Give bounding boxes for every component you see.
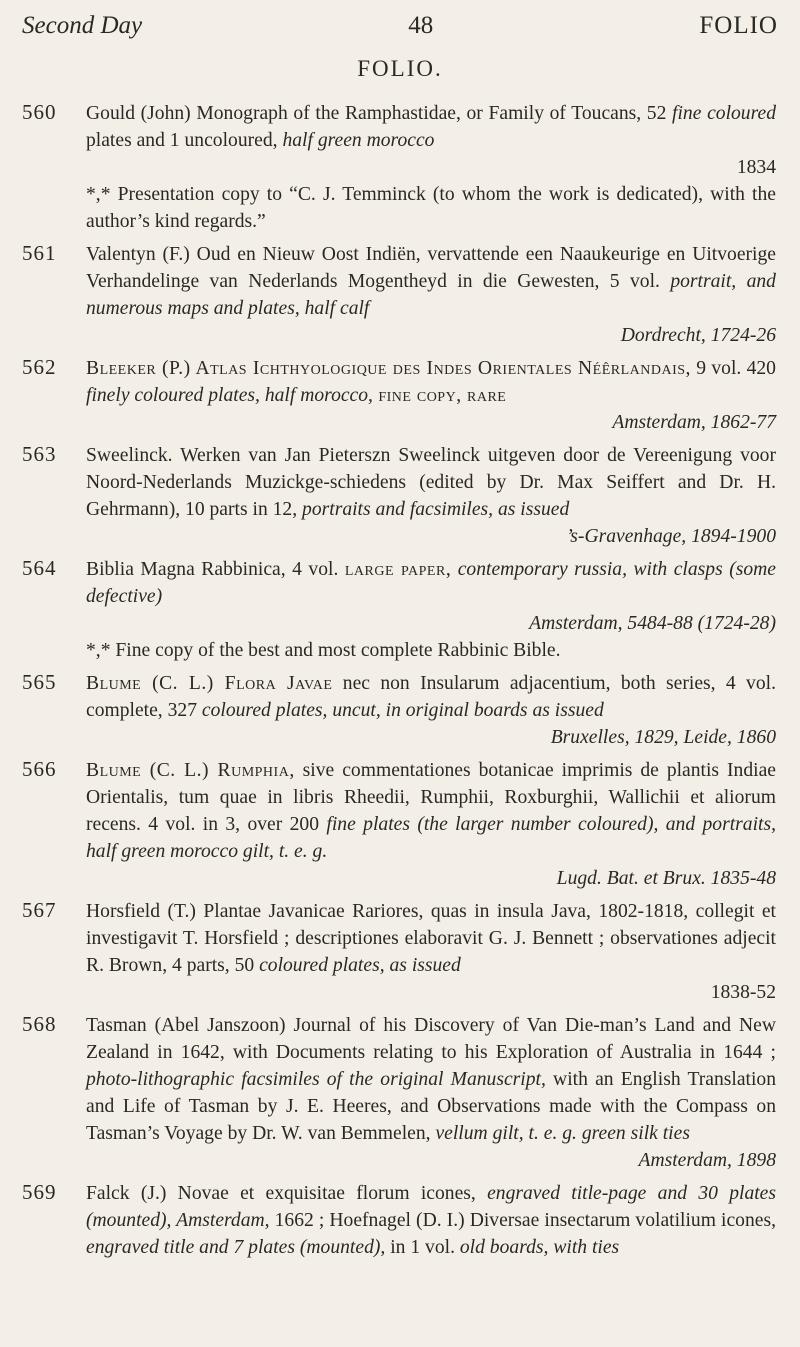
page-number: 48 (408, 12, 434, 39)
lot-imprint: Amsterdam, 5484-88 (1724-28) (529, 613, 776, 634)
lot-number: 566 (22, 757, 57, 781)
lot-description: Bleeker (P.) Atlas Ichthyologique des Indes Orientales Néêrlandais, 9 vol. 420 finely coloured plates, half morocco, fine copy, rare Amsterdam, 1862-77 (86, 355, 776, 436)
lot-description: Valentyn (F.) Oud en Nieuw Oost Indiën, vervattende een Naaukeurige en Uitvoerige Verhandelinge van Nederlands Mogentheyd in die Gewesten, 5 vol. portrait, and numerous maps and plates, half calf Dordrecht, 1724-26 (86, 241, 776, 349)
lot-imprint: 1838-52 (710, 982, 776, 1003)
lot-note: *,* Presentation copy to “C. J. Temminck (to whom the work is dedicated), with the author’s kind regards.” (86, 184, 776, 232)
lot-imprint: 1834 (736, 157, 776, 178)
lot-number: 563 (22, 442, 57, 466)
lot-description: Falck (J.) Novae et exquisitae florum icones, engraved title-page and 30 plates (mounted), Amsterdam, 1662 ; Hoefnagel (D. I.) Diversae insectarum volatilium icones, engraved title and 7 plates (mounted), in 1 vol. old boards, with ties (86, 1183, 777, 1258)
lot-entry (22, 1012, 776, 1174)
section-title: FOLIO. (357, 56, 443, 81)
lot-number: 567 (22, 898, 57, 922)
lot-list (22, 100, 776, 1267)
lot-number: 561 (22, 241, 57, 265)
lot-description: Gould (John) Monograph of the Ramphastidae, or Family of Toucans, 52 fine coloured plates and 1 uncoloured, half green morocco 1834 *,* Presentation copy to “C. J. Temminck (to whom the work is dedicated), with the author’s kind regards.” (86, 100, 776, 235)
lot-entry (22, 670, 776, 751)
header-day: Second Day (22, 12, 143, 39)
lot-description: Biblia Magna Rabbinica, 4 vol. large paper, contemporary russia, with clasps (some defective) Amsterdam, 5484-88 (1724-28) *,* Fine copy of the best and most complete Rabbinic Bible. (86, 556, 776, 664)
lot-imprint: Amsterdam, 1898 (638, 1150, 776, 1171)
lot-note: *,* Fine copy of the best and most complete Rabbinic Bible. (86, 640, 561, 661)
lot-description: Blume (C. L.) Flora Javae nec non Insularum adjacentium, both series, 4 vol. complete, 327 coloured plates, uncut, in original boards as issued Bruxelles, 1829, Leide, 1860 (86, 670, 776, 751)
lot-entry (22, 898, 776, 1006)
lot-number: 569 (22, 1180, 57, 1204)
lot-imprint: Dordrecht, 1724-26 (620, 325, 776, 346)
lot-entry (22, 241, 776, 349)
lot-entry (22, 442, 776, 550)
lot-imprint: Amsterdam, 1862-77 (612, 412, 776, 433)
lot-entry (22, 1180, 776, 1261)
lot-number: 568 (22, 1012, 57, 1036)
lot-entry (22, 556, 776, 664)
lot-description: Sweelinck. Werken van Jan Pieterszn Sweelinck uitgeven door de Vereenigung voor Noord-Nederlands Muzickge-schiedens (edited by Dr. Max Seiffert and Dr. H. Gehrmann), 10 parts in 12, portraits and facsimiles, as issued ’s-Gravenhage, 1894-1900 (86, 442, 776, 550)
lot-imprint: ’s-Gravenhage, 1894-1900 (566, 526, 776, 547)
lot-imprint: Bruxelles, 1829, Leide, 1860 (550, 727, 776, 748)
lot-imprint: Lugd. Bat. et Brux. 1835-48 (556, 868, 776, 889)
lot-description: Horsfield (T.) Plantae Javanicae Rariores, quas in insula Java, 1802-1818, collegit et investigavit T. Horsfield ; descriptiones elaboravit G. J. Bennett ; observationes adjecit R. Brown, 4 parts, 50 coloured plates, as issued 1838-52 (86, 898, 776, 1006)
lot-entry (22, 100, 776, 235)
header-section: FOLIO (699, 12, 778, 39)
lot-number: 562 (22, 355, 57, 379)
running-header (22, 12, 778, 40)
lot-number: 565 (22, 670, 57, 694)
lot-description: Tasman (Abel Janszoon) Journal of his Discovery of Van Die-man’s Land and New Zealand in 1642, with Documents relating to his Exploration of Australia in 1644 ; photo-lithographic facsimiles of the original Manuscript, with an English Translation and Life of Tasman by J. E. Heeres, and Observations made with the Compass on Tasman’s Voyage by Dr. W. van Bemmelen, vellum gilt, t. e. g. green silk ties Amsterdam, 1898 (86, 1012, 776, 1174)
lot-entry (22, 757, 776, 892)
lot-number: 560 (22, 100, 57, 124)
lot-entry (22, 355, 776, 436)
lot-number: 564 (22, 556, 57, 580)
lot-description: Blume (C. L.) Rumphia, sive commentationes botanicae imprimis de plantis Indiae Orientalis, tum quae in libris Rheedii, Rumphii, Roxburghii, Wallichii et aliorum recens. 4 vol. in 3, over 200 fine plates (the larger number coloured), and portraits, half green morocco gilt, t. e. g. Lugd. Bat. et Brux. 1835-48 (86, 757, 776, 892)
